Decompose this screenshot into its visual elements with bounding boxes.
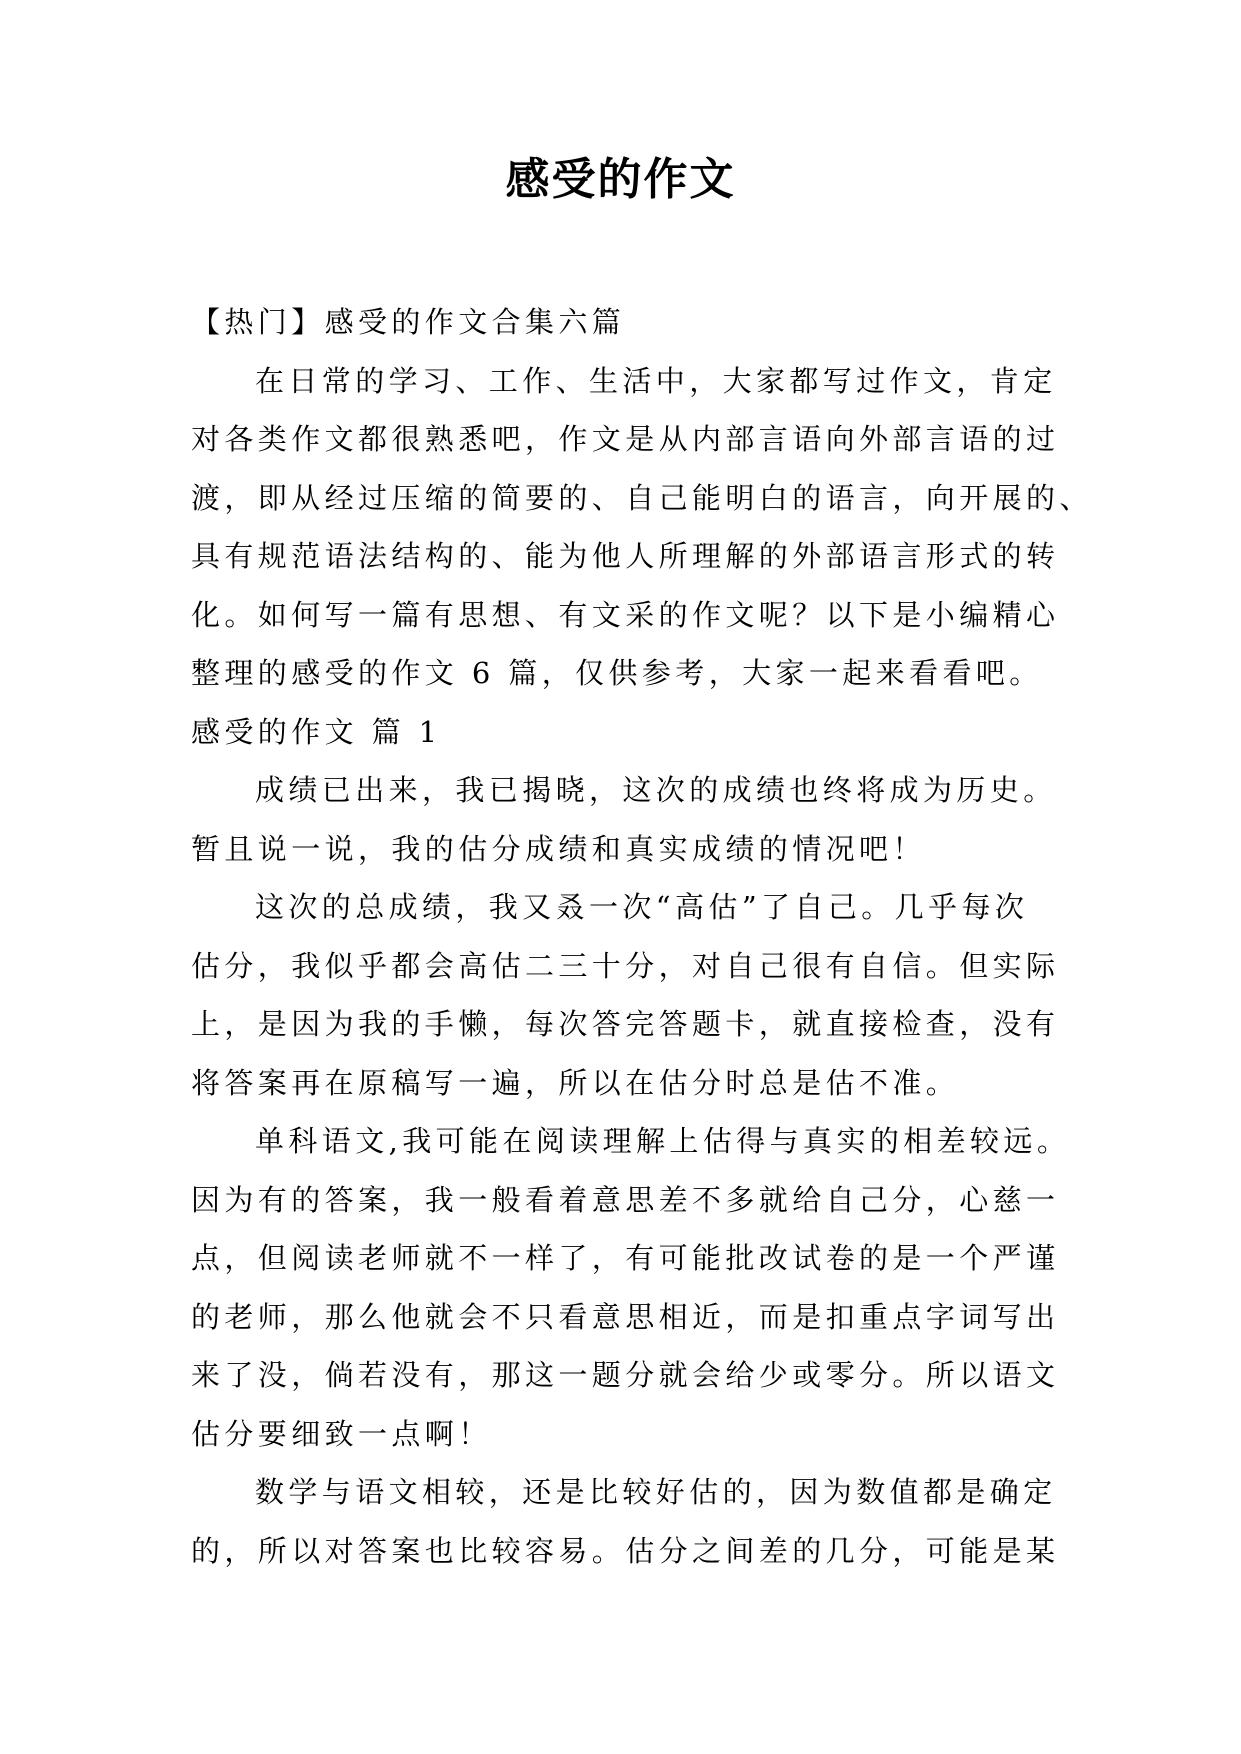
document-body [191, 293, 1093, 1580]
paragraph-line: 数学与语文相较，还是比较好估的，因为数值都是确定 [255, 1475, 1057, 1509]
paragraph-line: 的老师，那么他就会不只看意思相近，而是扣重点字词写出 [191, 1299, 1060, 1334]
paragraph-line: 成绩已出来，我已揭晓，这次的成绩也终将成为历史。 [255, 773, 1057, 807]
paragraph-line: 整理的感受的作文 6 篇，仅供参考，大家一起来看看吧。 [191, 656, 1043, 690]
paragraph-line: 因为有的答案，我一般看着意思差不多就给自己分，心慈一 [191, 1182, 1060, 1217]
paragraph-line: 化。如何写一篇有思想、有文采的作文呢？以下是小编精心 [191, 597, 1060, 632]
paragraph-line: 上，是因为我的手懒，每次答完答题卡，就直接检查，没有 [191, 1007, 1060, 1041]
paragraph-line: 来了没，倘若没有，那这一题分就会给少或零分。所以语文 [191, 1358, 1060, 1392]
paragraph-line: 对各类作文都很熟悉吧，作文是从内部言语向外部言语的过 [191, 422, 1060, 456]
intro-heading-line: 【热门】感受的作文合集六篇 [191, 305, 626, 339]
paragraph-line: 暂且说一说，我的估分成绩和真实成绩的情况吧！ [191, 831, 926, 866]
paragraph-line: 估分要细致一点啊！ [191, 1416, 492, 1451]
paragraph-line: 将答案再在原稿写一遍，所以在估分时总是估不准。 [191, 1065, 960, 1100]
paragraph-line: 渡，即从经过压缩的简要的、自己能明白的语言，向开展的、 [191, 480, 1093, 515]
page-title: 感受的作文 [505, 154, 736, 205]
paragraph-line: 估分，我似乎都会高估二三十分，对自己很有自信。但实际 [191, 948, 1060, 983]
paragraph-line: 点，但阅读老师就不一样了，有可能批改试卷的是一个严谨 [191, 1241, 1060, 1275]
paragraph-line: 单科语文,我可能在阅读理解上估得与真实的相差较远。 [255, 1124, 1071, 1158]
paragraph-line: 的，所以对答案也比较容易。估分之间差的几分，可能是某 [191, 1533, 1060, 1568]
paragraph-line: 这次的总成绩，我又叒一次“高估”了自己。几乎每次 [255, 890, 1029, 924]
paragraph-line: 在日常的学习、工作、生活中，大家都写过作文，肯定 [255, 363, 1057, 398]
section-heading: 感受的作文 篇 1 [191, 714, 442, 749]
paragraph-line: 具有规范语法结构的、能为他人所理解的外部语言形式的转 [191, 539, 1060, 573]
